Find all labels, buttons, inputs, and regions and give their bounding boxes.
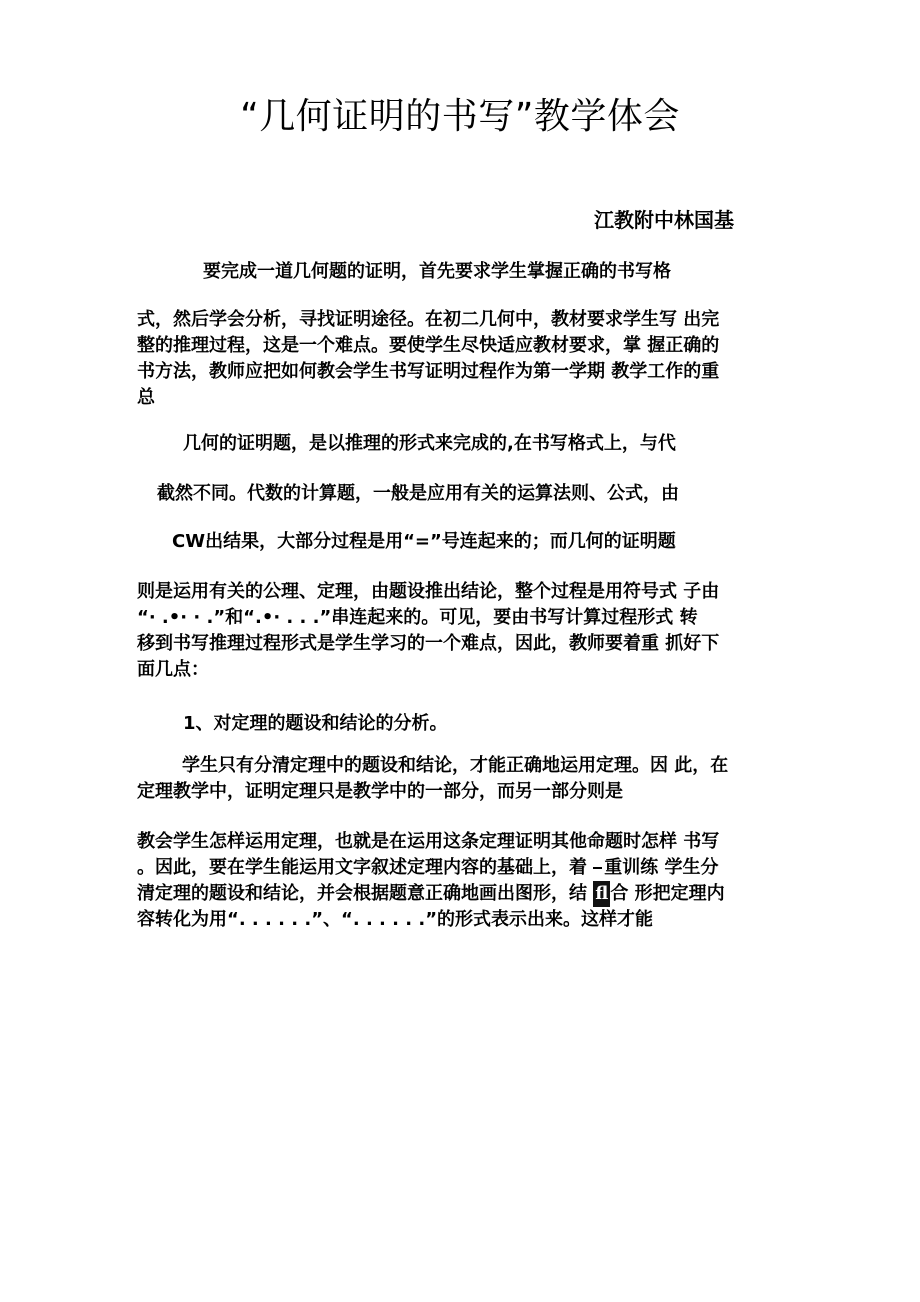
paragraph-2 <box>137 307 787 411</box>
paragraph-2-line: 总 <box>137 387 155 408</box>
paragraph-8-text: 清定理的题设和结论，并会根据题意正确地画出图形，结 <box>137 883 594 904</box>
paragraph-8-text: 重训练 学生分 <box>604 857 719 878</box>
paragraph-1: 要完成一道几何题的证明，首先要求学生掌握正确的书写格 <box>203 261 671 282</box>
paragraph-8-text: 合 形把定理内 <box>610 883 725 904</box>
paragraph-2-line: 式，然后学会分析，寻找证明途径。在初二几何中，教材要求学生写 出完 <box>137 309 720 330</box>
paragraph-7-line: 定理教学中，证明定理只是教学中的一部分，而另一部分则是 <box>137 781 623 802</box>
paragraph-7-line: 学生只有分清定理中的题设和结论，才能正确地运用定理。因 此，在 <box>182 755 729 776</box>
paragraph-6-line: “· .•· · .”和“.•· . . .”串连起来的。可见，要由书写计算过程形式 转 <box>137 607 698 628</box>
paragraph-4: 截然不同。代数的计算题，一般是应用有关的运算法则、公式，由 <box>157 483 679 504</box>
author-line: 江教附中林国基 <box>594 208 734 232</box>
paragraph-5: CW出结果，大部分过程是用“=”号连起来的；而几何的证明题 <box>172 531 676 552</box>
paragraph-8-line <box>137 881 787 907</box>
paragraph-8-text: 。因此，要在学生能运用文字叙述定理内容的基础上，着 <box>137 857 594 878</box>
paragraph-6 <box>137 579 787 683</box>
paragraph-8 <box>137 829 787 933</box>
paragraph-8-line: 教会学生怎样运用定理，也就是在运用这条定理证明其他命题时怎样 书写 <box>137 831 720 852</box>
paragraph-7 <box>137 753 787 805</box>
paragraph-6-line: 移到书写推理过程形式是学生学习的一个难点，因此，教师要着重 抓好下 <box>137 633 720 654</box>
section-heading-1: 1、对定理的题设和结论的分析。 <box>183 713 448 734</box>
paragraph-2-line: 书方法，教师应把如何教会学生书写证明过程作为第一学期 教学工作的重 <box>137 361 720 382</box>
document-title: “几何证明的书写”教学体会 <box>240 96 680 137</box>
highlighted-glyph: fl <box>593 881 610 907</box>
paragraph-6-line: 面几点： <box>137 659 209 680</box>
paragraph-8-line: 容转化为用“. . . . . .”、“. . . . . .”的形式表示出来。这样才能 <box>137 909 654 930</box>
paragraph-8-line <box>137 855 787 881</box>
paragraph-2-line: 整的推理过程，这是一个难点。要使学生尽快适应教材要求，掌 握正确的 <box>137 335 720 356</box>
paragraph-6-line: 则是运用有关的公理、定理，由题设推出结论，整个过程是用符号式 子由 <box>137 581 720 602</box>
paragraph-3: 几何的证明题，是以推理的形式来完成的,在书写格式上，与代 <box>183 433 676 454</box>
underline-mark <box>593 867 602 869</box>
